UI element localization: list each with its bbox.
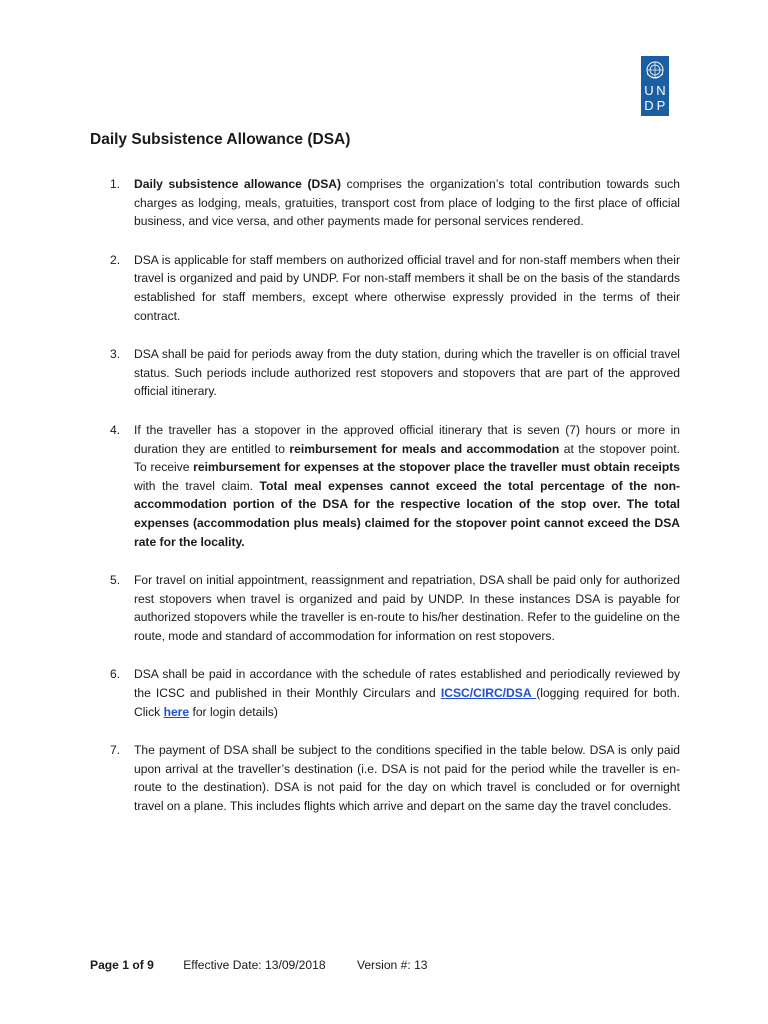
effective-date: Effective Date: 13/09/2018 — [183, 958, 326, 972]
item-text: DSA shall be paid for periods away from the duty station, during which the traveller is on official travel status. Such periods include authorized rest stopovers and stopovers that are part of the approved official itinerary. — [134, 347, 680, 399]
list-item — [110, 741, 680, 815]
list-item — [110, 175, 680, 231]
icsc-circ-dsa-link[interactable]: ICSC/CIRC/DSA — [440, 686, 537, 701]
version-number: Version #: 13 — [356, 958, 428, 972]
item-number: 2. — [110, 252, 121, 267]
item-text: If the traveller has a stopover in the approved official itinerary that is seven (7) hours or more in duration they are entitled to reimbursement for meals and accommodation at the stopover point. To receive reimbursement for expenses at the stopover place the traveller must obtain receipts with the travel claim. Total meal expenses cannot exceed the total percentage of the non-accommodation portion of the DSA for the respective location of the stop over. The total expenses (accommodation plus meals) claimed for the stopover point cannot exceed the DSA rate for the locality. — [134, 422, 680, 549]
item-text: Daily subsistence allowance (DSA) comprises the organization’s total contribution towards such charges as lodging, meals, gratuities, transport cost from place of lodging to the first place of official business, and vice versa, and other payments made for personal services rendered. — [134, 177, 680, 229]
page-footer — [90, 958, 428, 972]
item-text: The payment of DSA shall be subject to the conditions specified in the table below. DSA is only paid upon arrival at the traveller’s destination (i.e. DSA is not paid for the period while the traveller is en-route to the destination). DSA is not paid for the day on which travel is concluded or for overnight travel on a plane. This includes flights which arrive and depart on the same day the travel concludes. — [134, 743, 680, 814]
page-number: Page 1 of 9 — [90, 958, 154, 972]
login-details-link[interactable]: here — [163, 704, 190, 719]
item-number: 6. — [110, 667, 121, 682]
item-number: 4. — [110, 422, 121, 437]
logo-letter-n: N — [656, 83, 666, 98]
item-number: 7. — [110, 743, 121, 758]
item-text: DSA is applicable for staff members on authorized official travel and for non-staff members when their travel is organized and paid by UNDP. For non-staff members it shall be on the basis of the standards established for staff members, except where otherwise expressly provided in the terms of their contract. — [134, 252, 680, 323]
logo-letter-d: D — [644, 98, 654, 113]
list-item — [110, 251, 680, 325]
item-number: 5. — [110, 573, 121, 588]
item-number: 1. — [110, 177, 121, 191]
logo-letter-p: P — [656, 98, 666, 113]
logo-letter-u: U — [644, 83, 654, 98]
list-item — [110, 665, 680, 721]
list-item — [110, 421, 680, 551]
item-number: 3. — [110, 347, 121, 362]
item-text: DSA shall be paid in accordance with the schedule of rates established and periodically reviewed by the ICSC and published in their Monthly Circulars and ICSC/CIRC/DSA (logging required for both. Click here for login details) — [134, 667, 680, 719]
list-item — [110, 571, 680, 645]
un-emblem-icon — [644, 59, 666, 81]
page-title: Daily Subsistence Allowance (DSA) — [90, 131, 351, 148]
list-item — [110, 345, 680, 401]
undp-logo — [641, 56, 669, 116]
item-text: For travel on initial appointment, reassignment and repatriation, DSA shall be paid only for authorized rest stopovers when travel is organized and paid by UNDP. In these instances DSA is payable for authorized stopovers while the traveller is en-route to his/her destination. Refer to the guideline on the route, mode and standard of accommodation for information on rest stopovers. — [134, 573, 680, 643]
dsa-rules-list — [110, 175, 680, 816]
